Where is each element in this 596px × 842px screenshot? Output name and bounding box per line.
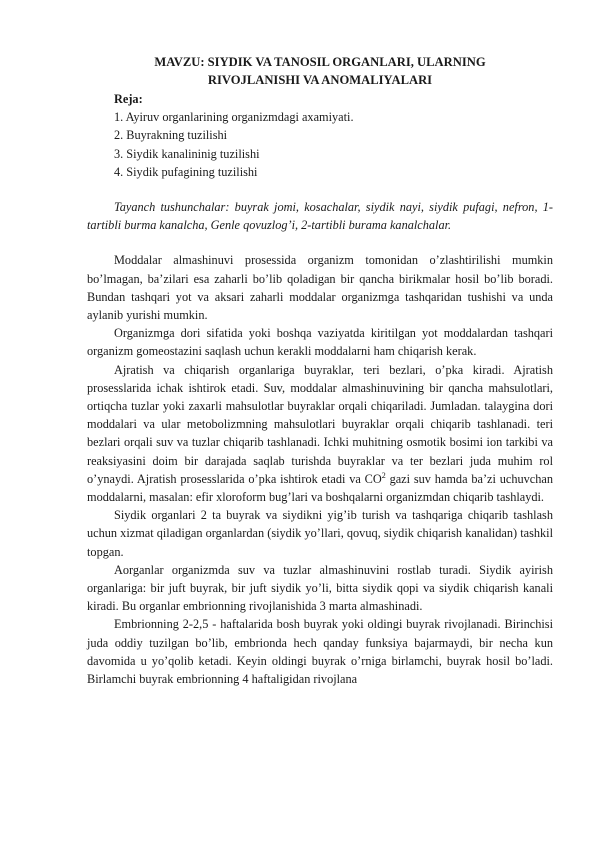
plan-heading: Reja: [114, 92, 143, 106]
spacer [87, 181, 553, 198]
body-paragraph [87, 361, 553, 507]
superscript: 2 [381, 470, 386, 480]
spacer [87, 234, 553, 251]
body-paragraph: Embrionning 2-2,5 - haftalarida bosh buyrak yoki oldingi buyrak rivojlanadi. Birinchisi juda oddiy tuzilgan bo’lib, embrionda hech qanday funksiya bajarmaydi, bir necha kun davomida u yo’qolib ketadi. Keyin oldingi buyrak o’rniga birlamchi, buyrak hosil bo’ladi. Birlamchi buyrak embrionning 4 haftaligidan rivojlana [87, 617, 553, 687]
plan-list [87, 108, 553, 181]
key-concepts: Tayanch tushunchalar: buyrak jomi, kosachalar, siydik nayi, siydik pufagi, nefron, 1-tartibli burma kanalcha, Genle qovuzlog’i, 2-tartibli burama kanalchalar. [87, 200, 553, 233]
plan-item: 1. Ayiruv organlarining organizmdagi axamiyati. [114, 110, 354, 125]
document-title [87, 54, 553, 89]
paragraph-text: Ajratish va chiqarish organlariga buyraklar, teri bezlari, o’pka kiradi. Ajratish prosesslarida ichak ishtirok etadi. Suv, moddalar almashinuvining bir qancha mahsulotlari, ortiqcha tuzlar yoki zaxarli mahsulotlar buyraklar orqali chiqariladi. Jumladan. talaygina dori moddalari va ular metobolizmning mahsulotlari buyraklar orqali chiqarib tashlanadi. teri bezlari orqali suv va tuzlar chiqarib tashlanadi. Ichki muhitning osmotik bosimi ion tarkibi va reaksiyasini doim bir darajada saqlab turishda buyraklar va ter bezlari juda muhim rol o’ynaydi. Ajratish prosesslarida o’pka ishtirok etadi va CO [87, 362, 553, 486]
document-page [87, 54, 553, 688]
title-line-1: MAVZU: SIYDIK VA TANOSIL ORGANLARI, ULARNING [154, 55, 486, 69]
body-paragraph: Organizmga dori sifatida yoki boshqa vaziyatda kiritilgan yot moddalardan tashqari organizm gomeostazini saqlash uchun kerakli moddalarni ham chiqarish kerak. [87, 326, 553, 359]
paragraph-text: gazi suv hamda ba’zi uchuvchan moddalarni, masalan: efir xloroform bug’lari va boshqalarni organizmdan chiqarib tashlaydi. [87, 471, 553, 505]
plan-item: 2. Buyrakning tuzilishi [114, 128, 228, 143]
title-line-2: RIVOJLANISHI VA ANOMALIYALARI [207, 72, 433, 87]
plan-item: 3. Siydik kanalininig tuzilishi [114, 146, 260, 161]
body-paragraph: Siydik organlari 2 ta buyrak va siydikni yig’ib turish va tashqariga chiqarib tashlash uchun xizmat qiladigan organlardan (siydik yo’llari, qovuq, siydik chiqarish kanalidan) tashkil topgan. [87, 508, 553, 559]
plan-item: 4. Siydik pufagining tuzilishi [114, 164, 258, 179]
body-paragraph: Aorganlar organizmda suv va tuzlar almashinuvini rostlab turadi. Siydik ayirish organlariga: bir juft buyrak, bir juft siydik yo’li, bitta siydik qopi va siydik chiqarish kanali kiradi. Bu organlar embrionning rivojlanishida 3 marta almashinadi. [87, 562, 553, 614]
body-paragraph: Moddalar almashinuvi prosessida organizm tomonidan o’zlashtirilishi mumkin bo’lmagan, ba’zilari esa zaharli bo’lib qoladigan bir qancha birikmalar hosil bo’lib boradi. Bundan tashqari yot va aksari zaharli moddalar organizmga tashqaridan tushishi va unda aylanib yurishi mumkin. [87, 253, 553, 323]
